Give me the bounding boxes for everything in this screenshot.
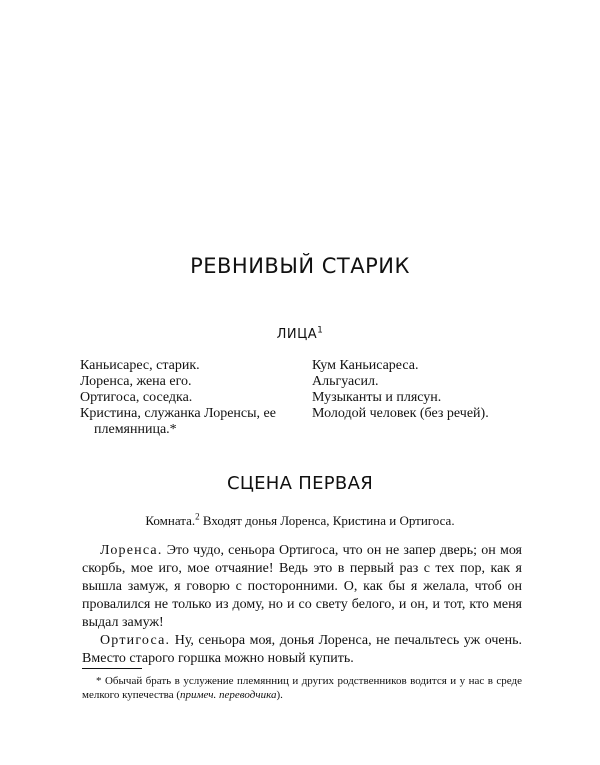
dialogue-line bbox=[82, 632, 522, 668]
character-entry: Кум Каньисареса. bbox=[312, 358, 419, 373]
dialogue bbox=[82, 542, 522, 668]
stage-place: Комната. bbox=[145, 513, 196, 528]
stage-direction bbox=[0, 513, 600, 529]
footnote-divider bbox=[82, 668, 142, 669]
character-entry: Музыканты и плясун. bbox=[312, 390, 442, 405]
speech-text: Ну, сеньора моя, донья Лоренса, не печальтесь уж очень. Вместо старого горшка можно новый купить. bbox=[82, 633, 522, 666]
dialogue-line bbox=[82, 542, 522, 632]
footnote-italic: примеч. переводчика bbox=[180, 689, 277, 701]
persons-heading bbox=[0, 327, 600, 342]
footnote bbox=[82, 674, 522, 702]
character-entry: Альгуасил. bbox=[312, 374, 379, 389]
characters-right-column bbox=[312, 358, 532, 422]
footnote-end: ). bbox=[276, 689, 283, 701]
scene-title: СЦЕНА ПЕРВАЯ bbox=[226, 473, 374, 494]
character-entry: Молодой человек (без речей). bbox=[312, 406, 489, 421]
stage-text: Входят донья Лоренса, Кристина и Ортигоса. bbox=[199, 513, 455, 528]
play-title: РЕВНИВЫЙ СТАРИК bbox=[190, 254, 410, 278]
character-entry: Лоренса, жена его. bbox=[80, 374, 192, 389]
character-entry bbox=[80, 406, 300, 438]
character-entry: Каньисарес, старик. bbox=[80, 358, 200, 373]
characters-left-column bbox=[80, 358, 300, 438]
speaker-name: Ортигоса. bbox=[100, 633, 171, 648]
character-entry: Ортигоса, соседка. bbox=[80, 390, 193, 405]
stage-note-mark: 2 bbox=[195, 511, 200, 522]
footnote-text: * Обычай брать в услужение племянниц и других родственников водится и у нас в среде мелкого купечества ( bbox=[82, 675, 522, 701]
persons-note-mark: 1 bbox=[317, 325, 324, 336]
speech-text: Это чудо, сеньора Ортигоса, что он не запер дверь; он моя скорбь, мое иго, мое отчаяние! Ведь это в первый раз с тех пор, как я вышла замуж, я говорю с посторонними. О, как бы я желала, чтоб он провалился не только из дому, но и со свету белого, и он, и тот, кто меня выдал замуж! bbox=[82, 543, 522, 630]
character-entry-text: Кристина, служанка Лоренсы, ее племянница.* bbox=[80, 406, 276, 437]
speaker-name: Лоренса. bbox=[100, 543, 163, 558]
persons-heading-text: ЛИЦА bbox=[276, 327, 318, 342]
